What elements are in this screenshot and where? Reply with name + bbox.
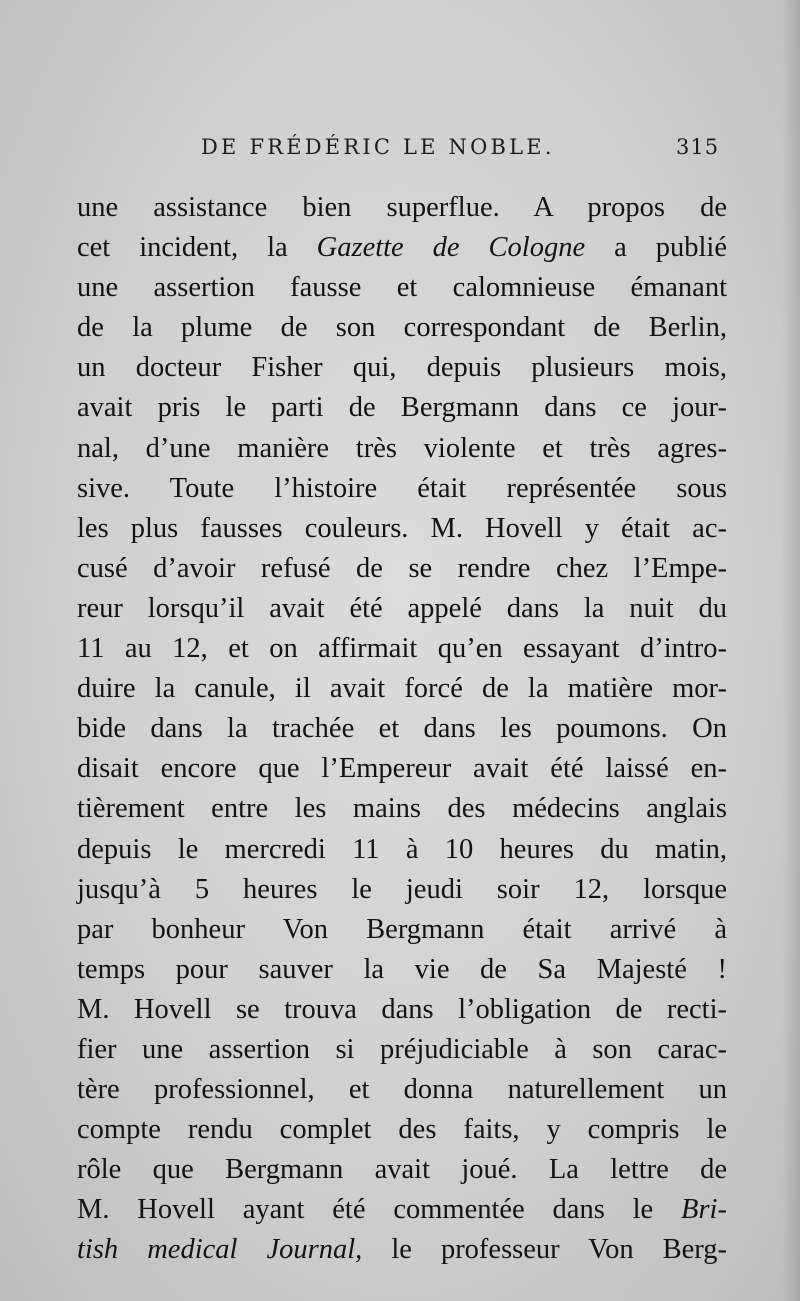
text-line — [77, 1150, 727, 1190]
text-segment: avait pris le parti de Bergmann dans ce jour- — [77, 392, 727, 424]
text-segment: une assistance bien superflue. A propos de — [77, 192, 728, 223]
text-segment: M. Hovell se trouva dans l’obligation de recti- — [77, 993, 728, 1025]
italic-text: tish medical Journal, — [77, 1234, 363, 1266]
text-line — [77, 629, 727, 669]
text-line — [77, 549, 727, 589]
text-segment: par bonheur Von Bergmann était arrivé à — [77, 913, 728, 945]
text-segment: les plus fausses couleurs. M. Hovell y était ac- — [77, 512, 727, 544]
text-line — [77, 188, 727, 228]
text-segment: depuis le mercredi 11 à 10 heures du matin, — [77, 833, 728, 865]
text-line — [77, 1030, 727, 1070]
text-line — [77, 1190, 727, 1230]
text-segment: sive. Toute l’histoire était représentée sous — [77, 472, 728, 504]
text-line — [77, 830, 727, 870]
text-segment: disait encore que l’Empereur avait été laissé en- — [77, 753, 727, 785]
text-segment: cusé d’avoir refusé de se rendre chez l’Empe- — [77, 552, 728, 584]
running-title: DE FRÉDÉRIC LE NOBLE. — [201, 135, 555, 159]
text-line — [77, 910, 727, 950]
text-line — [77, 228, 727, 268]
text-segment: nal, d’une manière très violente et très agres- — [77, 432, 727, 464]
text-line — [77, 348, 727, 388]
text-line — [77, 1110, 727, 1150]
text-segment: tièrement entre les mains des médecins anglais — [77, 793, 727, 825]
text-segment: 11 au 12, et on affirmait qu’en essayant d’intro- — [77, 633, 728, 665]
page-number: 315 — [676, 135, 720, 159]
text-line — [77, 950, 727, 990]
running-head — [0, 135, 800, 167]
text-segment: M. Hovell ayant été commentée dans le — [77, 1194, 682, 1226]
text-segment: jusqu’à 5 heures le jeudi soir 12, lorsque — [77, 873, 727, 905]
text-line — [77, 1230, 727, 1270]
text-line — [77, 1070, 727, 1110]
text-segment: temps pour sauver la vie de Sa Majesté ! — [77, 953, 727, 985]
text-segment: bide dans la trachée et dans les poumons. On — [77, 713, 727, 745]
text-segment: une assertion fausse et calomnieuse émanant — [77, 272, 728, 304]
text-segment: fier une assertion si préjudiciable à son carac- — [77, 1033, 727, 1065]
text-line — [77, 990, 727, 1030]
text-segment: le professeur Von Berg- — [362, 1234, 728, 1266]
text-line — [77, 589, 727, 629]
text-segment: compte rendu complet des faits, y compris le — [77, 1114, 728, 1146]
text-segment: duire la canule, il avait forcé de la matière mor- — [77, 673, 727, 705]
text-line — [77, 509, 727, 549]
text-segment: reur lorsqu’il avait été appelé dans la nuit du — [77, 592, 727, 624]
text-line — [77, 789, 727, 829]
italic-text: Bri- — [681, 1194, 727, 1226]
text-segment: de la plume de son correspondant de Berlin, — [77, 312, 727, 344]
text-segment: rôle que Bergmann avait joué. La lettre de — [77, 1154, 728, 1186]
text-segment: un docteur Fisher qui, depuis plusieurs mois, — [77, 352, 727, 384]
text-segment: tère professionnel, et donna naturellement un — [77, 1074, 728, 1106]
body-text — [77, 188, 727, 1271]
text-line — [77, 429, 727, 469]
text-line — [77, 268, 727, 308]
text-line — [77, 308, 727, 348]
text-line — [77, 749, 727, 789]
text-line — [77, 388, 727, 428]
text-line — [77, 709, 727, 749]
italic-text: Gazette de Cologne — [316, 232, 586, 264]
text-line — [77, 669, 727, 709]
text-segment: a publié — [585, 232, 727, 264]
page-edge-shadow — [782, 0, 800, 1301]
text-line — [77, 469, 727, 509]
text-segment: cet incident, la — [77, 232, 317, 264]
text-line — [77, 870, 727, 910]
